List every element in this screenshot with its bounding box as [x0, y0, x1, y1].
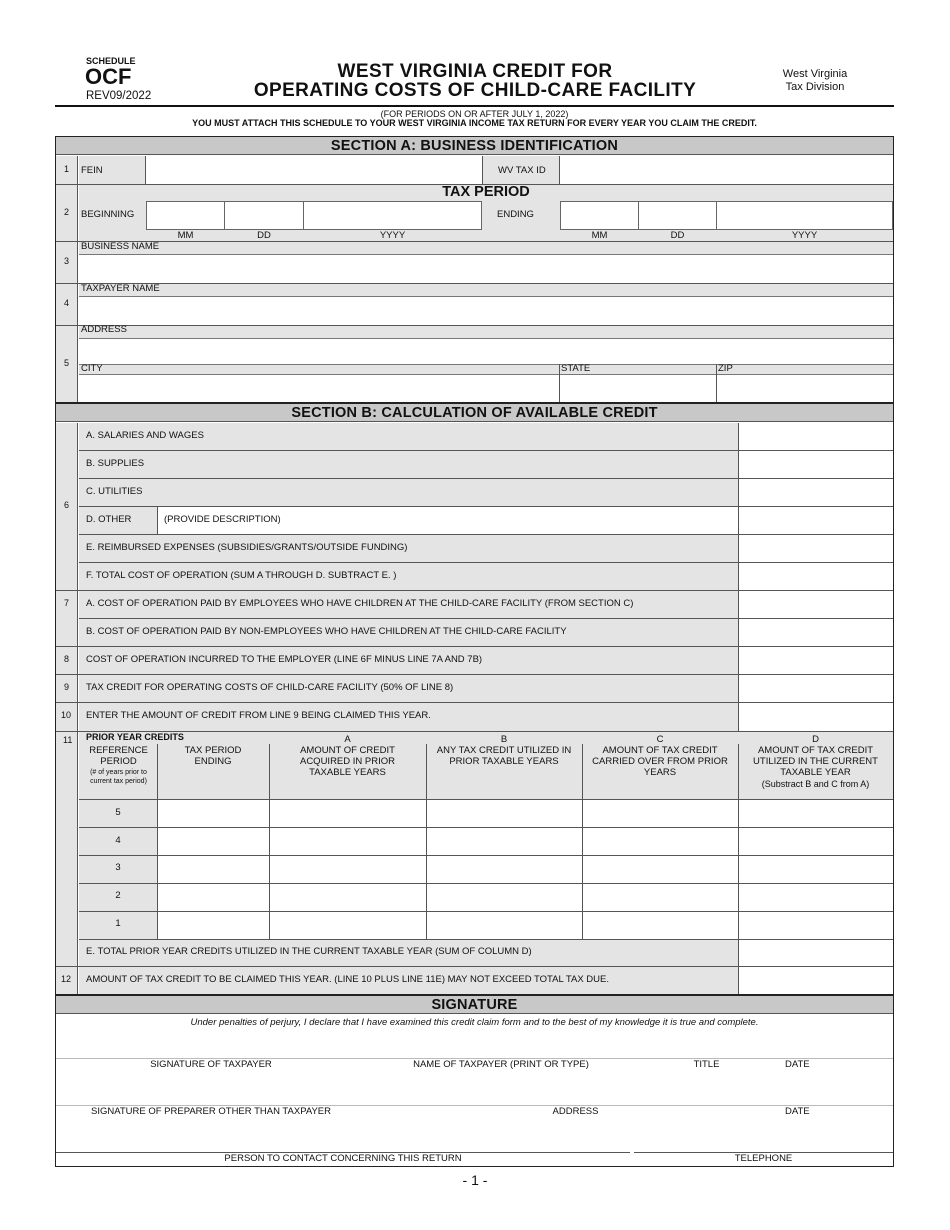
contact-person-label: PERSON TO CONTACT CONCERNING THIS RETURN: [224, 1153, 462, 1164]
row4-col-c-input[interactable]: [583, 828, 738, 855]
end-yyyy-input[interactable]: [716, 201, 893, 230]
tax-period-title: TAX PERIOD: [442, 184, 530, 200]
sig-preparer-label: SIGNATURE OF PREPARER OTHER THAN TAXPAYER: [90, 1106, 331, 1117]
row4-col-b-input[interactable]: [427, 828, 582, 855]
col-d-letter: D: [812, 734, 819, 745]
row4-tax-period-input[interactable]: [158, 828, 269, 855]
wvtax-label: WV TAX ID: [498, 165, 546, 176]
line-8-amount[interactable]: [739, 647, 893, 674]
line-8-number: 8: [64, 654, 70, 664]
rule: [559, 364, 560, 402]
end-dd-label: DD: [670, 230, 685, 241]
perjury-declaration: Under penalties of perjury, I declare that I have examined this credit claim form and to the best of my knowledge it is true and complete.: [190, 1017, 759, 1028]
row4-col-a-input[interactable]: [270, 828, 426, 855]
taxpayer-signature-field[interactable]: [56, 1032, 366, 1058]
date-label-1: DATE: [785, 1059, 810, 1070]
preparer-signature-field[interactable]: [56, 1073, 366, 1105]
row5-col-c-input[interactable]: [583, 800, 738, 827]
telephone-field[interactable]: [634, 1120, 893, 1152]
form-frame: [55, 136, 894, 1167]
title-label: TITLE: [693, 1059, 720, 1070]
address-label-band: [79, 326, 893, 338]
col-a-head: AMOUNT OF CREDIT ACQUIRED IN PRIOR TAXABLE YEARS: [299, 745, 395, 778]
row1-col-d-input[interactable]: [739, 912, 893, 939]
ref-row-4: 4: [115, 835, 121, 846]
begin-mm-input[interactable]: [146, 201, 225, 230]
row5-tax-period-input[interactable]: [158, 800, 269, 827]
row1-tax-period-input[interactable]: [158, 912, 269, 939]
city-label-band: [79, 364, 893, 374]
col-b-head: ANY TAX CREDIT UTILIZED IN PRIOR TAXABLE YEARS: [436, 745, 572, 767]
business-name-input[interactable]: [79, 254, 893, 282]
taxpayer-title-field[interactable]: [634, 1032, 779, 1058]
section-a-header: SECTION A: BUSINESS IDENTIFICATION: [56, 137, 893, 155]
line-8-label: COST OF OPERATION INCURRED TO THE EMPLOYER (LINE 6F MINUS LINE 7A AND 7B): [86, 654, 483, 665]
ref-row-5: 5: [115, 807, 121, 818]
line-12-amount[interactable]: [739, 967, 893, 994]
ref-row-1: 1: [115, 918, 121, 929]
end-dd-input[interactable]: [638, 201, 717, 230]
line-10-label: ENTER THE AMOUNT OF CREDIT FROM LINE 9 BEING CLAIMED THIS YEAR.: [86, 710, 431, 721]
begin-mm-label: MM: [177, 230, 194, 241]
taxpayer-date-field[interactable]: [783, 1032, 893, 1058]
line-1-number: 1: [64, 164, 70, 174]
col-c-head: AMOUNT OF TAX CREDIT CARRIED OVER FROM PRIOR YEARS: [592, 745, 728, 778]
begin-yyyy-label: YYYY: [379, 230, 406, 241]
line-9-number: 9: [64, 682, 70, 692]
row5-col-a-input[interactable]: [270, 800, 426, 827]
line-7a-amount[interactable]: [739, 591, 893, 618]
form-title-line2: OPERATING COSTS OF CHILD-CARE FACILITY: [253, 80, 697, 101]
rule: [716, 364, 717, 402]
line-10-amount[interactable]: [739, 703, 893, 731]
line-5-number: 5: [64, 358, 70, 368]
header-rule: [55, 105, 894, 107]
row1-col-c-input[interactable]: [583, 912, 738, 939]
line-4-number: 4: [64, 298, 70, 308]
date-label-2: DATE: [785, 1106, 810, 1117]
line-7-number: 7: [64, 598, 70, 608]
taxpayer-name-label: TAXPAYER NAME: [81, 283, 160, 294]
row3-col-d-input[interactable]: [739, 856, 893, 883]
line-10-number: 10: [61, 710, 72, 720]
row2-col-c-input[interactable]: [583, 884, 738, 911]
periods-note: (FOR PERIODS ON OR AFTER JULY 1, 2022): [380, 109, 569, 119]
city-input[interactable]: [79, 374, 559, 402]
line-11-number: 11: [63, 735, 73, 745]
row2-col-a-input[interactable]: [270, 884, 426, 911]
line-6d-label: D. OTHER: [86, 514, 132, 525]
line-6a-label: A. SALARIES AND WAGES: [86, 430, 204, 441]
row1-col-b-input[interactable]: [427, 912, 582, 939]
line-9-amount[interactable]: [739, 675, 893, 702]
preparer-address-field[interactable]: [372, 1073, 779, 1105]
preparer-date-field[interactable]: [783, 1073, 893, 1105]
row2-col-b-input[interactable]: [427, 884, 582, 911]
line-7b-label: B. COST OF OPERATION PAID BY NON-EMPLOYEES WHO HAVE CHILDREN AT THE CHILD-CARE FACILITY: [86, 626, 567, 637]
taxpayer-name-print-field[interactable]: [372, 1032, 630, 1058]
row2-tax-period-input[interactable]: [158, 884, 269, 911]
fein-label: FEIN: [81, 165, 103, 176]
business-name-label: BUSINESS NAME: [81, 241, 160, 252]
reference-period-sub: (# of years prior to current tax period): [90, 769, 147, 785]
state-input[interactable]: [559, 374, 716, 402]
signature-header: SIGNATURE: [56, 996, 893, 1014]
line-6c-amount[interactable]: [739, 479, 893, 506]
row1-col-a-input[interactable]: [270, 912, 426, 939]
contact-person-field[interactable]: [56, 1120, 630, 1152]
schedule-label: SCHEDULE: [86, 56, 136, 66]
state-label: STATE: [561, 363, 591, 374]
row3-col-a-input[interactable]: [270, 856, 426, 883]
col-c-letter: C: [656, 734, 664, 745]
line-7b-amount[interactable]: [739, 619, 893, 646]
line-6d-amount[interactable]: [739, 507, 893, 534]
preparer-address-label: ADDRESS: [552, 1106, 599, 1117]
telephone-label: TELEPHONE: [734, 1153, 793, 1164]
begin-yyyy-input[interactable]: [303, 201, 482, 230]
col-d-sub: (Substract B and C from A): [761, 779, 870, 789]
attach-note: YOU MUST ATTACH THIS SCHEDULE TO YOUR WEST VIRGINIA INCOME TAX RETURN FOR EVERY YEAR YOU CLAIM THE CREDIT.: [192, 118, 757, 128]
line-6-number: 6: [64, 500, 70, 510]
beginning-label: BEGINNING: [81, 209, 135, 220]
form-title-line1: WEST VIRGINIA CREDIT FOR: [337, 61, 613, 82]
row5-col-b-input[interactable]: [427, 800, 582, 827]
line-12-number: 12: [61, 974, 72, 984]
line-6b-amount[interactable]: [739, 451, 893, 478]
end-mm-label: MM: [591, 230, 608, 241]
line-3-number: 3: [64, 256, 70, 266]
sig-taxpayer-label: SIGNATURE OF TAXPAYER: [150, 1059, 272, 1070]
reference-period-head: REFERENCE PERIOD: [89, 745, 148, 767]
fein-input[interactable]: [147, 156, 482, 184]
address-input[interactable]: [79, 338, 893, 363]
business-name-label-band: [79, 242, 893, 254]
section-b-header: SECTION B: CALCULATION OF AVAILABLE CREDIT: [56, 404, 893, 422]
begin-dd-input[interactable]: [224, 201, 304, 230]
name-taxpayer-label: NAME OF TAXPAYER (PRINT OR TYPE): [413, 1059, 589, 1070]
agency-name: West Virginia: [782, 68, 848, 80]
agency-division: Tax Division: [785, 81, 845, 93]
end-mm-input[interactable]: [560, 201, 639, 230]
line-6c-label: C. UTILITIES: [86, 486, 143, 497]
ref-row-2: 2: [115, 890, 121, 901]
line-9-label: TAX CREDIT FOR OPERATING COSTS OF CHILD-CARE FACILITY (50% OF LINE 8): [86, 682, 454, 693]
line-11e-amount[interactable]: [739, 940, 893, 966]
col-d-head: AMOUNT OF TAX CREDIT UTILIZED IN THE CURRENT TAXABLE YEAR: [753, 745, 878, 778]
zip-input[interactable]: [716, 374, 893, 402]
row3-tax-period-input[interactable]: [158, 856, 269, 883]
line-2-number: 2: [64, 207, 70, 217]
page-number: - 1 -: [462, 1172, 488, 1188]
end-yyyy-label: YYYY: [791, 230, 818, 241]
city-label: CITY: [81, 363, 103, 374]
line-6e-label: E. REIMBURSED EXPENSES (SUBSIDIES/GRANTS/OUTSIDE FUNDING): [86, 542, 408, 553]
ref-row-3: 3: [115, 862, 121, 873]
line-6b-label: B. SUPPLIES: [86, 458, 145, 469]
begin-dd-label: DD: [257, 230, 271, 241]
line-6f-label: F. TOTAL COST OF OPERATION (SUM A THROUGH D. SUBTRACT E. ): [86, 570, 397, 581]
line-11e-label: E. TOTAL PRIOR YEAR CREDITS UTILIZED IN THE CURRENT TAXABLE YEAR (SUM OF COLUMN D): [86, 946, 532, 957]
line-6f-amount[interactable]: [739, 563, 893, 590]
ending-label: ENDING: [497, 209, 534, 220]
row3-col-c-input[interactable]: [583, 856, 738, 883]
line-6e-amount[interactable]: [739, 535, 893, 562]
zip-label: ZIP: [718, 363, 733, 374]
revision-label: REV09/2022: [86, 90, 152, 102]
row2-col-d-input[interactable]: [739, 884, 893, 911]
rule: [56, 1058, 893, 1059]
line-7a-label: A. COST OF OPERATION PAID BY EMPLOYEES WHO HAVE CHILDREN AT THE CHILD-CARE FACILITY (FROM SECTION C): [86, 598, 634, 609]
col-b-letter: B: [500, 734, 508, 745]
row4-col-d-input[interactable]: [739, 828, 893, 855]
address-label: ADDRESS: [81, 324, 127, 335]
row3-col-b-input[interactable]: [427, 856, 582, 883]
line-6d-description-hint: (PROVIDE DESCRIPTION): [164, 514, 281, 525]
rule: [56, 1105, 893, 1106]
prior-year-credits-label: PRIOR YEAR CREDITS: [86, 732, 184, 742]
row5-col-d-input[interactable]: [739, 800, 893, 827]
line-12-label: AMOUNT OF TAX CREDIT TO BE CLAIMED THIS YEAR. (LINE 10 PLUS LINE 11E) MAY NOT EXCEED TOTAL TAX DUE.: [86, 974, 609, 985]
taxpayer-name-input[interactable]: [79, 296, 893, 324]
taxpayer-name-label-band: [79, 284, 893, 296]
schedule-code: OCF: [85, 64, 132, 89]
line-6a-amount[interactable]: [739, 423, 893, 450]
tax-period-ending-head: TAX PERIOD ENDING: [184, 745, 242, 767]
wv-tax-id-input[interactable]: [561, 156, 893, 184]
col-a-letter: A: [344, 734, 351, 745]
